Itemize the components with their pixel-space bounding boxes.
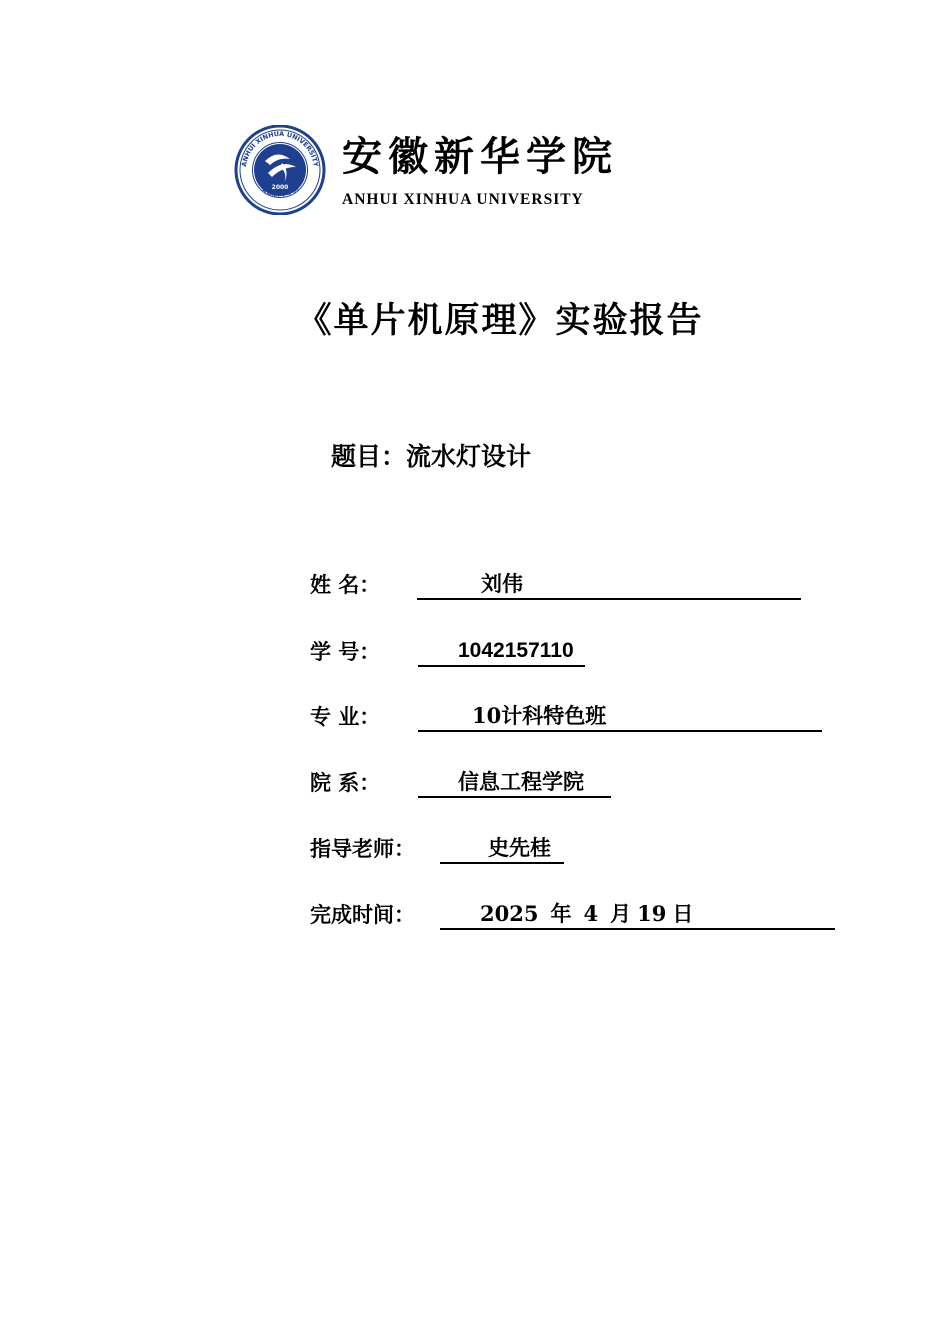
field-completion-date-label: 完成时间： (310, 902, 415, 927)
report-title: 《单片机原理》实验报告 (296, 300, 704, 341)
field-name-value: 刘伟 (481, 571, 523, 596)
date-year: 2025 (480, 901, 539, 926)
field-student-id-value: 1042157110 (458, 639, 574, 662)
date-day: 19 (637, 901, 667, 926)
field-completion-date-value-line (440, 900, 835, 930)
field-advisor-label: 指导老师： (310, 836, 415, 861)
report-topic: 题目：流水灯设计 (331, 442, 532, 471)
date-month-unit: 月 (610, 901, 632, 926)
date-year-unit: 年 (550, 901, 572, 926)
field-major-value: 10计科特色班 (472, 703, 607, 728)
field-completion-date-value (480, 900, 705, 928)
field-major-label: 专 业： (310, 704, 381, 729)
field-department-value-line (418, 768, 611, 798)
field-name-value-line (417, 570, 801, 600)
field-department (310, 768, 584, 800)
field-major (310, 702, 607, 734)
field-department-label: 院 系： (310, 770, 381, 795)
university-name-en: ANHUI XINHUA UNIVERSITY (342, 191, 584, 208)
date-month: 4 (583, 901, 599, 926)
field-name-label: 姓 名： (310, 572, 381, 597)
seal-bottom-text: 安徽新华学院 (259, 184, 301, 199)
university-name-cn: 安徽新华学院 (342, 133, 618, 180)
field-department-value: 信息工程学院 (458, 769, 584, 794)
university-seal-logo (232, 125, 328, 215)
field-completion-date (310, 900, 694, 932)
field-advisor (310, 834, 551, 866)
seal-year: 2000 (271, 184, 289, 191)
field-name (310, 570, 523, 602)
field-advisor-value: 史先桂 (488, 835, 551, 860)
field-student-id-label: 学 号： (310, 639, 381, 664)
seal-ring-text: ANHUI XINHUA UNIVERSITY (240, 129, 320, 168)
field-student-id (310, 637, 574, 669)
field-major-value-line (418, 702, 822, 732)
field-advisor-value-line (440, 834, 564, 864)
date-day-unit: 日 (672, 901, 694, 926)
field-student-id-value-line (418, 637, 585, 667)
seal-icon (232, 125, 328, 215)
university-header (232, 125, 672, 215)
